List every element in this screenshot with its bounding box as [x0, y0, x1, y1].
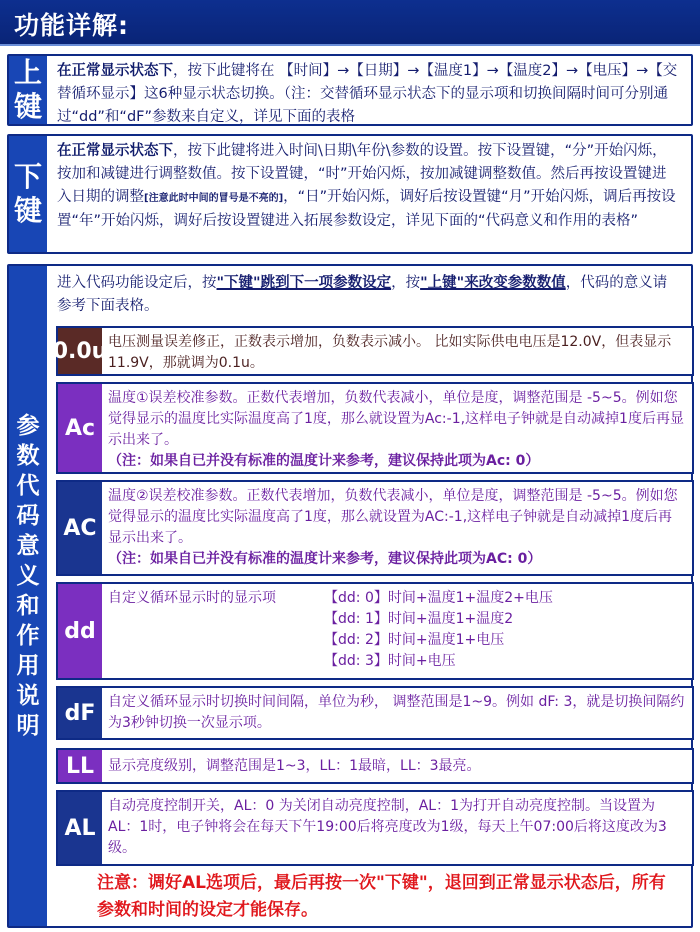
- code-row-brightness: [56, 748, 694, 784]
- code-description: 电压测量误差修正，正数表示增加，负数表示减小。 比如实际供电电压是12.0V，但表显示11.9V，那就调为0.1u。: [108, 334, 672, 371]
- dd-option: 【dd: 3】时间+电压: [324, 653, 456, 669]
- intro-text-c: ，代码的意义请参考下面表格。: [57, 275, 668, 314]
- page-title: 功能详解:: [14, 11, 129, 40]
- code-desc-text: 温度①误差校准参数。正数代表增加，负数代表减小，单位是度，调整范围是 -5~5。例如您觉得显示的温度比实际温度高了1度，那么就设置为Ac:-1,这样电子钟就是自动减掉1度后再显示出来了。: [108, 390, 684, 448]
- up-key-description: [57, 60, 681, 129]
- down-key-char-2: 键: [13, 194, 42, 227]
- intro-text-b: ，按: [391, 275, 421, 291]
- code-row-temp1: [56, 382, 694, 474]
- dd-option: 【dd: 1】时间+温度1+温度2: [324, 611, 514, 627]
- params-side-char: 参: [16, 413, 40, 439]
- params-side-char: 作: [16, 623, 40, 649]
- up-key-char-2: 键: [13, 90, 42, 123]
- code-row-temp2: [56, 480, 694, 576]
- code-row-interval: [56, 686, 694, 740]
- intro-text-a: 进入代码功能设定后，按: [57, 275, 217, 291]
- down-key-char-1: 下: [13, 160, 42, 193]
- dd-option: 【dd: 0】时间+温度1+温度2+电压: [324, 590, 553, 606]
- code-note: （注：如果自已并没有标准的温度计来参考，建议保持此项为Ac: 0）: [108, 453, 540, 469]
- code-badge: AL: [58, 792, 102, 864]
- down-key-lead: 在正常显示状态下: [57, 143, 173, 159]
- up-key-lead: 在正常显示状态下: [57, 63, 173, 79]
- code-badge: Ac: [58, 384, 102, 472]
- up-key-char-1: 上: [13, 56, 42, 89]
- code-note: （注：如果自已并没有标准的温度计来参考，建议保持此项为AC: 0）: [108, 551, 542, 567]
- params-side-char: 说: [16, 683, 40, 709]
- intro-down-key: "下键"跳到下一项参数设定: [216, 275, 392, 291]
- intro-up-key: "上键"来改变参数数值: [420, 275, 566, 291]
- down-key-text-a: ，按下此键将进入时间\日期\年份\参数的设置。按下设置键，“分”开始闪烁，按加和减键进行调整数值。按下设置键，“时”开始闪烁，按加减键调整数值。然后再按设置键进入日期的调整: [57, 143, 667, 205]
- code-row-display-items: [56, 582, 694, 680]
- params-side-char: 明: [16, 713, 40, 739]
- title-bar: [0, 0, 700, 46]
- params-side-char: 数: [16, 443, 40, 469]
- up-key-section: [7, 54, 693, 126]
- code-description: 自动亮度控制开关，AL：0 为关闭自动亮度控制，AL：1为打开自动亮度控制。当设置为AL：1时，电子钟将会在每天下午19:00后将亮度改为1级，每天上午07:00后将这度改为3级。: [108, 798, 667, 856]
- code-row-auto-brightness: [56, 790, 694, 866]
- down-key-label: [9, 136, 47, 252]
- dd-options-list: [324, 588, 553, 672]
- up-key-text: ，按下此键将在 【时间】→【日期】→【温度1】→【温度2】→【电压】→【交替循环显示】这6种显示状态切换。（注：交替循环显示状态下的显示项和切换间隔时间可分别通过“dd”和“dF”参数来自定义，详见下面的表格: [57, 63, 678, 125]
- code-badge: 0.0u: [58, 328, 102, 374]
- down-key-small-note: [注意此时中间的冒号是不亮的]: [144, 193, 284, 204]
- params-side-char: 义: [16, 563, 40, 589]
- save-warning: 注意：调好AL选项后，最后再按一次"下键"，退回到正常显示状态后，所有参数和时间的设定才能保存。: [97, 873, 666, 920]
- code-badge: AC: [58, 482, 102, 574]
- dd-option: 【dd: 2】时间+温度1+电压: [324, 632, 505, 648]
- params-side-char: 代: [16, 473, 40, 499]
- params-side-char: 码: [16, 503, 40, 529]
- down-key-text-b: ，“日”开始闪烁，调好后按设置键“月”开始闪烁，调后再按设置“年”开始闪烁，调好后按设置键进入拓展参数设定，详见下面的“代码意义和作用的表格”: [57, 189, 676, 229]
- down-key-section: [7, 134, 693, 254]
- params-side-char: 和: [16, 593, 40, 619]
- up-key-label: [9, 56, 47, 124]
- params-side-char: 用: [16, 653, 40, 679]
- params-section: [7, 264, 693, 928]
- code-badge: LL: [58, 750, 102, 782]
- code-desc-text: 温度②误差校准参数。正数代表增加，负数代表减小，单位是度，调整范围是 -5~5。例如您觉得显示的温度比实际温度高了1度，那么就设置为AC:-1,这样电子钟就是自动减掉1度后再显示出来了。: [108, 488, 678, 546]
- code-description: [108, 486, 686, 570]
- params-side-label: [9, 266, 47, 926]
- down-key-description: [57, 140, 681, 233]
- code-row-voltage: [52, 326, 694, 376]
- code-description: [108, 388, 686, 472]
- params-side-char: 意: [16, 533, 40, 559]
- code-description: 自定义循环显示时切换时间间隔，单位为秒， 调整范围是1~9。例如 dF: 3，就是切换间隔约为3秒钟切换一次显示项。: [108, 694, 685, 731]
- code-description: 自定义循环显示时的显示项: [108, 590, 276, 606]
- params-intro: [57, 272, 681, 318]
- code-description: 显示亮度级别，调整范围是1~3，LL：1最暗，LL：3最亮。: [108, 758, 481, 774]
- code-badge: dF: [58, 688, 102, 738]
- code-badge: dd: [58, 584, 102, 678]
